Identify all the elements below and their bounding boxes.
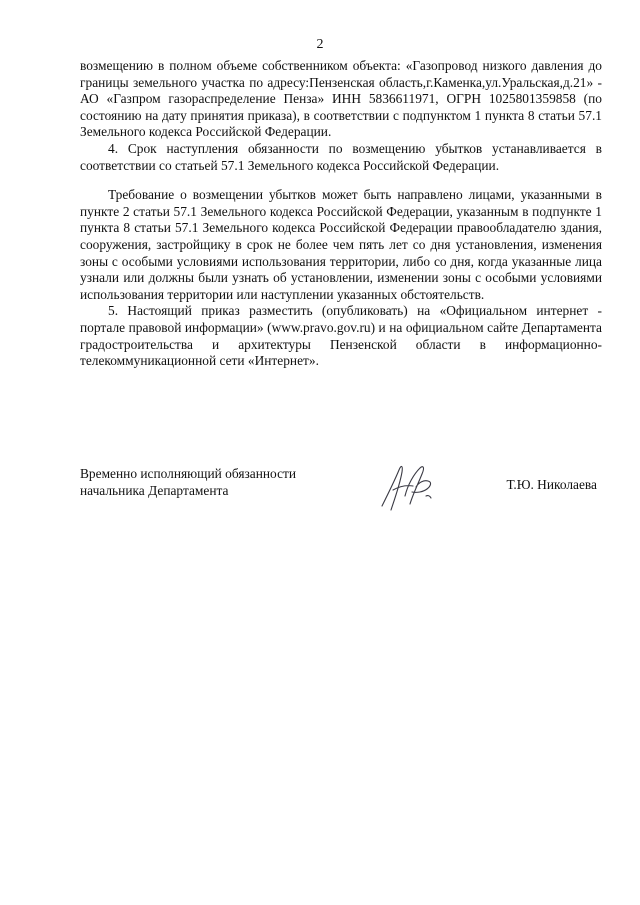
document-body xyxy=(80,58,602,370)
paragraph-continuation: возмещению в полном объеме собственником объекта: «Газопровод низкого давления до границы земельного участка по адресу:Пензенская область,г.Каменка,ул.Уральская,д.21» - АО «Газпром газораспределение Пенза» ИНН 5836611971, ОГРН 1025801359858 (по состоянию на дату принятия приказа), в соответствии с подпунктом 1 пункта 8 статьи 57.1 Земельного кодекса Российской Федерации. xyxy=(80,58,602,140)
signature-block xyxy=(80,466,602,526)
signer-title-line-2: начальника Департамента xyxy=(80,482,229,498)
paragraph-damages-claim: Требование о возмещении убытков может быть направлено лицами, указанными в пункте 2 статьи 57.1 Земельного кодекса Российской Федерации, указанным в подпункте 1 пункта 8 статьи 57.1 Земельного кодекса Российской Федерации правообладателю здания, сооружения, застройщику в срок не более чем пять лет со дня установления, изменения зоны с особыми условиями использования территории, либо со дня, когда указанные лица узнали или должны были узнать об установлении, изменении зоны с особыми условиями использования территории или наступлении указанных обстоятельств. xyxy=(80,187,602,302)
handwritten-signature-icon xyxy=(372,456,442,518)
paragraph-item-4: 4. Срок наступления обязанности по возмещению убытков устанавливается в соответствии со статьей 57.1 Земельного кодекса Российской Федерации. xyxy=(80,140,602,173)
signer-title-line-1: Временно исполняющий обязанности xyxy=(80,466,297,481)
signer-title xyxy=(80,466,296,499)
signer-name: Т.Ю. Николаева xyxy=(506,477,597,492)
paragraph-item-5: 5. Настоящий приказ разместить (опубликовать) на «Официальном интернет - портале правовой информации» (www.pravo.gov.ru) и на официальном сайте Департамента градостроительства и архитектуры Пензенской области в информационно-телекоммуникационной сети «Интернет». xyxy=(80,303,602,369)
page-number: 2 xyxy=(316,37,324,52)
